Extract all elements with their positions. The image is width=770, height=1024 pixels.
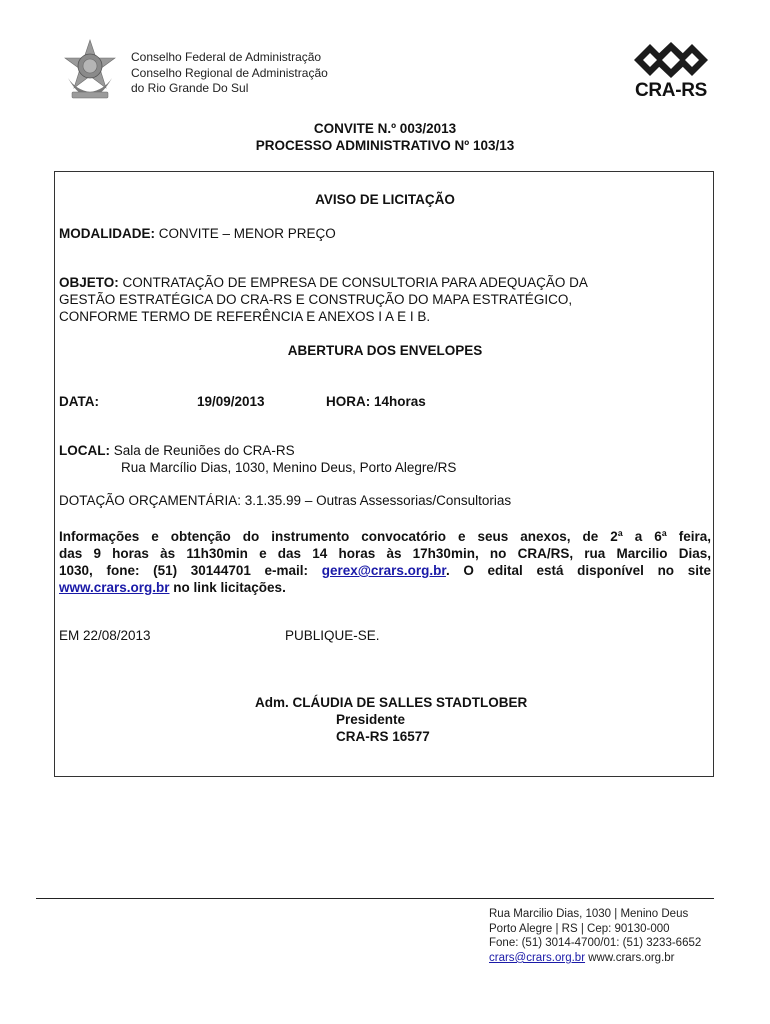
convite-number: CONVITE N.º 003/2013 <box>313 121 457 136</box>
cra-rs-diamond-logo-icon <box>628 40 714 80</box>
local <box>59 442 295 459</box>
footer-contact <box>489 951 701 966</box>
site-link[interactable]: www.crars.org.br <box>59 580 170 595</box>
publique-se: PUBLIQUE-SE. <box>285 628 380 643</box>
document-titles <box>0 120 770 154</box>
info-paragraph <box>59 528 711 596</box>
email-link[interactable]: gerex@crars.org.br <box>321 563 446 578</box>
data-value: 19/09/2013 <box>197 394 265 409</box>
signature-block <box>255 694 527 745</box>
brazil-coat-of-arms-icon <box>58 38 122 102</box>
notice-heading: AVISO DE LICITAÇÃO <box>315 192 455 207</box>
modalidade-label: MODALIDADE: <box>59 226 155 241</box>
cra-rs-logo <box>628 40 714 102</box>
signatory-registration: CRA-RS 16577 <box>336 729 430 744</box>
abertura-heading: ABERTURA DOS ENVELOPES <box>287 343 483 358</box>
local-line1: Sala de Reuniões do CRA-RS <box>110 443 295 458</box>
local-line2: Rua Marcílio Dias, 1030, Menino Deus, Porto Alegre/RS <box>121 460 457 475</box>
modalidade <box>59 225 336 242</box>
org-line-state: do Rio Grande Do Sul <box>131 81 249 95</box>
letterhead <box>0 0 770 110</box>
footer-site: www.crars.org.br <box>585 951 675 964</box>
footer-line: Porto Alegre | RS | Cep: 90130-000 <box>489 922 670 935</box>
info-line: das 9 horas às 11h30min e das 14 horas às 17h30min, no CRA/RS, rua Marcilio Dias, <box>59 546 711 561</box>
objeto <box>59 274 711 325</box>
footer-line: Fone: (51) 3014-4700/01: (51) 3233-6652 <box>489 937 702 950</box>
signatory-name: Adm. CLÁUDIA DE SALLES STADTLOBER <box>255 695 528 710</box>
footer-email-link[interactable]: crars@crars.org.br <box>489 951 586 964</box>
notice-box <box>54 171 714 777</box>
org-line-federal: Conselho Federal de Administração <box>131 50 322 64</box>
dotacao: DOTAÇÃO ORÇAMENTÁRIA: 3.1.35.99 – Outras Assessorias/Consultorias <box>59 493 512 508</box>
modalidade-value: CONVITE – MENOR PREÇO <box>155 226 336 241</box>
org-line-regional: Conselho Regional de Administração <box>131 65 328 80</box>
hora-value: HORA: 14horas <box>326 394 426 409</box>
logo-text: CRA-RS <box>634 80 708 101</box>
local-label: LOCAL: <box>59 443 110 458</box>
signatory-title: Presidente <box>336 712 406 727</box>
footer-address <box>489 907 701 965</box>
objeto-line: CONFORME TERMO DE REFERÊNCIA E ANEXOS I A E I B. <box>59 309 431 324</box>
objeto-line: GESTÃO ESTRATÉGICA DO CRA-RS E CONSTRUÇÃO DO MAPA ESTRATÉGICO, <box>59 292 573 307</box>
organization-name <box>131 50 328 97</box>
info-line: 1030, fone: (51) 30144701 e-mail: gerex@crars.org.br. O edital está disponível no site <box>59 563 711 578</box>
objeto-line: CONTRATAÇÃO DE EMPRESA DE CONSULTORIA PARA ADEQUAÇÃO DA <box>118 275 588 290</box>
info-line: www.crars.org.br no link licitações. <box>59 580 286 595</box>
footer-line: Rua Marcilio Dias, 1030 | Menino Deus <box>489 908 689 920</box>
processo-number: PROCESSO ADMINISTRATIVO Nº 103/13 <box>255 138 515 153</box>
info-line: Informações e obtenção do instrumento convocatório e seus anexos, de 2ª a 6ª feira, <box>59 529 711 544</box>
em-date: EM 22/08/2013 <box>59 628 151 643</box>
data-label: DATA: <box>59 394 99 409</box>
footer-divider <box>36 898 714 899</box>
objeto-label: OBJETO: <box>59 275 119 290</box>
